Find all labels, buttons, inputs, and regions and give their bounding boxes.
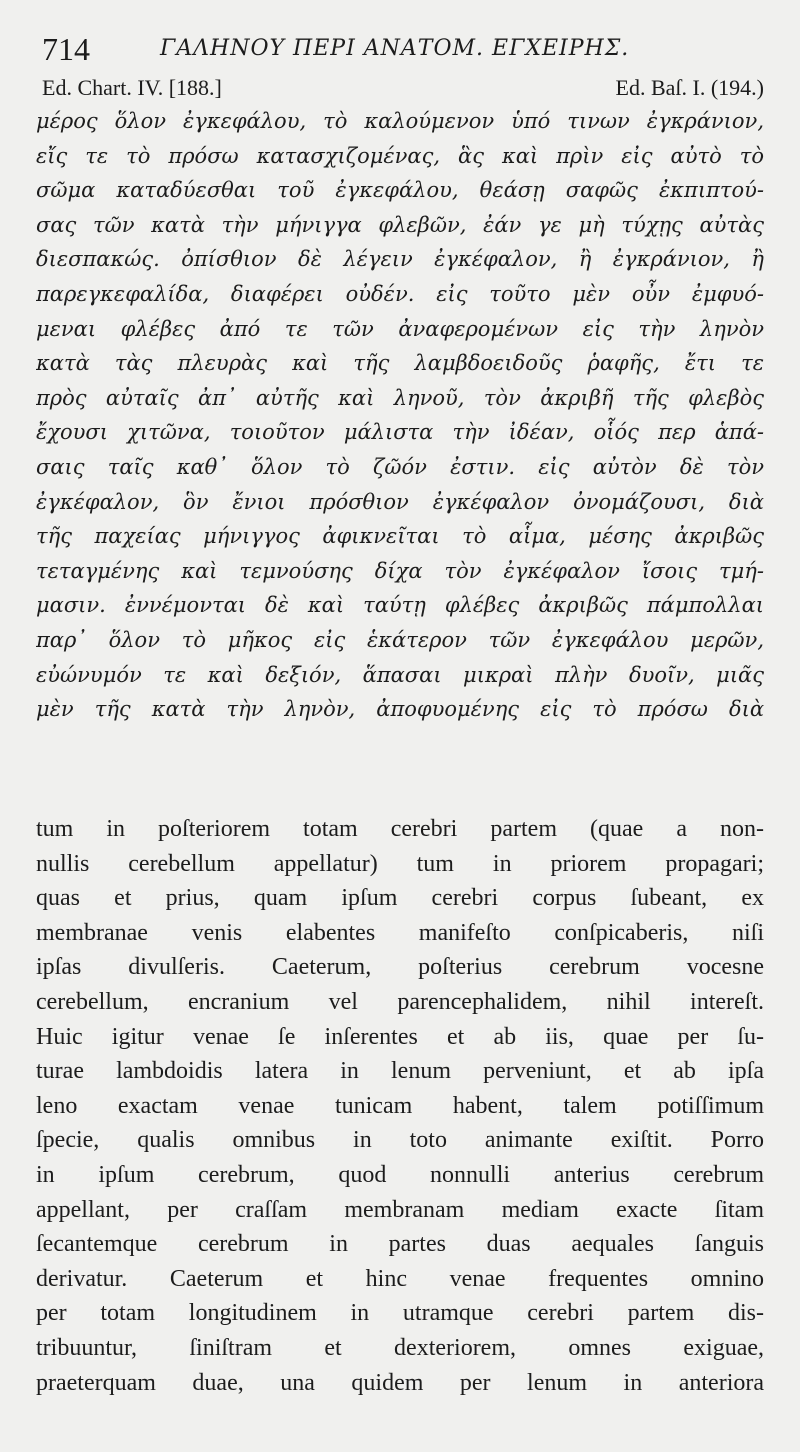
greek-text-line: παρ᾽ ὅλον τὸ μῆκος εἰς ἑκάτερον τῶν ἐγκεφάλου μερῶν,	[36, 627, 764, 652]
latin-text-line: derivatur. Caeterum et hinc venae frequentes omnino	[36, 1265, 764, 1292]
page-number: 714	[42, 31, 90, 67]
greek-text-line: σας τῶν κατὰ τὴν μήνιγγα φλεβῶν, ἐάν γε μὴ τύχῃς αὐτὰς	[36, 212, 764, 237]
edition-chartier: Ed. Chart. IV. [188.]	[42, 75, 222, 100]
latin-text-line: cerebellum, encranium vel parencephalidem, nihil intereſt.	[36, 988, 764, 1015]
greek-text-line: ἐγκέφαλον, ὃν ἔνιοι πρόσθιον ἐγκέφαλον ὀνομάζουσι, διὰ	[36, 489, 764, 514]
greek-text-line: ἔχουσι χιτῶνα, τοιοῦτον μάλιστα τὴν ἰδέαν, οἷός περ ἁπά-	[36, 420, 764, 445]
edition-basel: Ed. Baſ. I. (194.)	[615, 75, 764, 100]
greek-text-line: μεναι φλέβες ἀπό τε τῶν ἀναφερομένων εἰς τὴν ληνὸν	[36, 316, 764, 341]
greek-text-line: εἴς τε τὸ πρόσω κατασχιζομένας, ἃς καὶ πρὶν εἰς αὐτὸ τὸ	[36, 143, 764, 168]
latin-text-block	[36, 812, 764, 1400]
latin-text-line: per totam longitudinem in utramque cerebri partem dis-	[36, 1300, 764, 1327]
running-title: ΓΑΛΗΝΟΥ ΠΕΡΙ ΑΝΑΤΟΜ. ΕΓΧΕΙΡΗΣ.	[160, 36, 630, 61]
greek-text-line: πρὸς αὐταῖς ἀπ᾽ αὐτῆς καὶ ληνοῦ, τὸν ἀκριβῆ τῆς φλεβὸς	[36, 385, 764, 410]
latin-text-line: turae lambdoidis latera in lenum perveniunt, et ab ipſa	[36, 1058, 764, 1085]
greek-text-line: παρεγκεφαλίδα, διαφέρει οὐδέν. εἰς τοῦτο μὲν οὖν ἐμφυό-	[36, 281, 764, 306]
latin-text-line: quas et prius, quam ipſum cerebri corpus ſubeant, ex	[36, 885, 764, 912]
latin-text-line: ipſas divulſeris. Caeterum, poſterius cerebrum vocesne	[36, 954, 764, 981]
latin-text-line: ſecantemque cerebrum in partes duas aequales ſanguis	[36, 1231, 764, 1258]
greek-text-line: κατὰ τὰς πλευρὰς καὶ τῆς λαμβδοειδοῦς ῥαφῆς, ἔτι τε	[36, 351, 764, 376]
latin-text-line: tribuuntur, ſiniſtram et dexteriorem, omnes exiguae,	[36, 1334, 764, 1361]
greek-text-line: τεταγμένης καὶ τεμνούσης δίχα τὸν ἐγκέφαλον ἴσοις τμή-	[36, 558, 764, 583]
running-head	[42, 30, 762, 70]
latin-text-line: Huic igitur venae ſe inſerentes et ab iis, quae per ſu-	[36, 1023, 764, 1050]
latin-text-line: nullis cerebellum appellatur) tum in priorem propagari;	[36, 850, 764, 877]
latin-text-line: praeterquam duae, una quidem per lenum in anteriora	[36, 1369, 764, 1396]
latin-text-line: appellant, per craſſam membranam mediam exacte ſitam	[36, 1196, 764, 1223]
latin-text-line: ſpecie, qualis omnibus in toto animante exiſtit. Porro	[36, 1127, 764, 1154]
greek-text-line: εὐώνυμόν τε καὶ δεξιόν, ἅπασαι μικραὶ πλὴν δυοῖν, μιᾶς	[36, 662, 764, 687]
greek-text-line: μέρος ὅλον ἐγκεφάλου, τὸ καλούμενον ὑπό τινων ἐγκράνιον,	[36, 109, 764, 133]
greek-text-line: σαις ταῖς καθ᾽ ὅλον τὸ ζῶόν ἐστιν. εἰς αὐτὸν δὲ τὸν	[36, 454, 764, 479]
latin-text-line: in ipſum cerebrum, quod nonnulli anterius cerebrum	[36, 1161, 764, 1188]
greek-text-line: διεσπακώς. ὀπίσθιον δὲ λέγειν ἐγκέφαλον, ἢ ἐγκράνιον, ἢ	[36, 247, 764, 272]
greek-text-block	[36, 104, 764, 727]
edition-references	[42, 74, 764, 102]
greek-text-line: τῆς παχείας μήνιγγος ἀφικνεῖται τὸ αἷμα, μέσης ἀκριβῶς	[36, 524, 764, 549]
greek-text-line: σῶμα καταδύεσθαι τοῦ ἐγκεφάλου, θεάσῃ σαφῶς ἐκπιπτού-	[36, 178, 764, 203]
latin-text-line: leno exactam venae tunicam habent, talem potiſſimum	[36, 1092, 764, 1119]
latin-text-line: membranae venis elabentes manifeſto conſpicaberis, niſi	[36, 919, 764, 946]
greek-text-line: μασιν. ἐννέμονται δὲ καὶ ταύτῃ φλέβες ἀκριβῶς πάμπολλαι	[36, 593, 764, 618]
latin-text-line: tum in poſteriorem totam cerebri partem (quae a non-	[36, 816, 764, 842]
greek-text-line: μὲν τῆς κατὰ τὴν ληνὸν, ἀποφυομένης εἰς τὸ πρόσω διὰ	[36, 697, 764, 722]
